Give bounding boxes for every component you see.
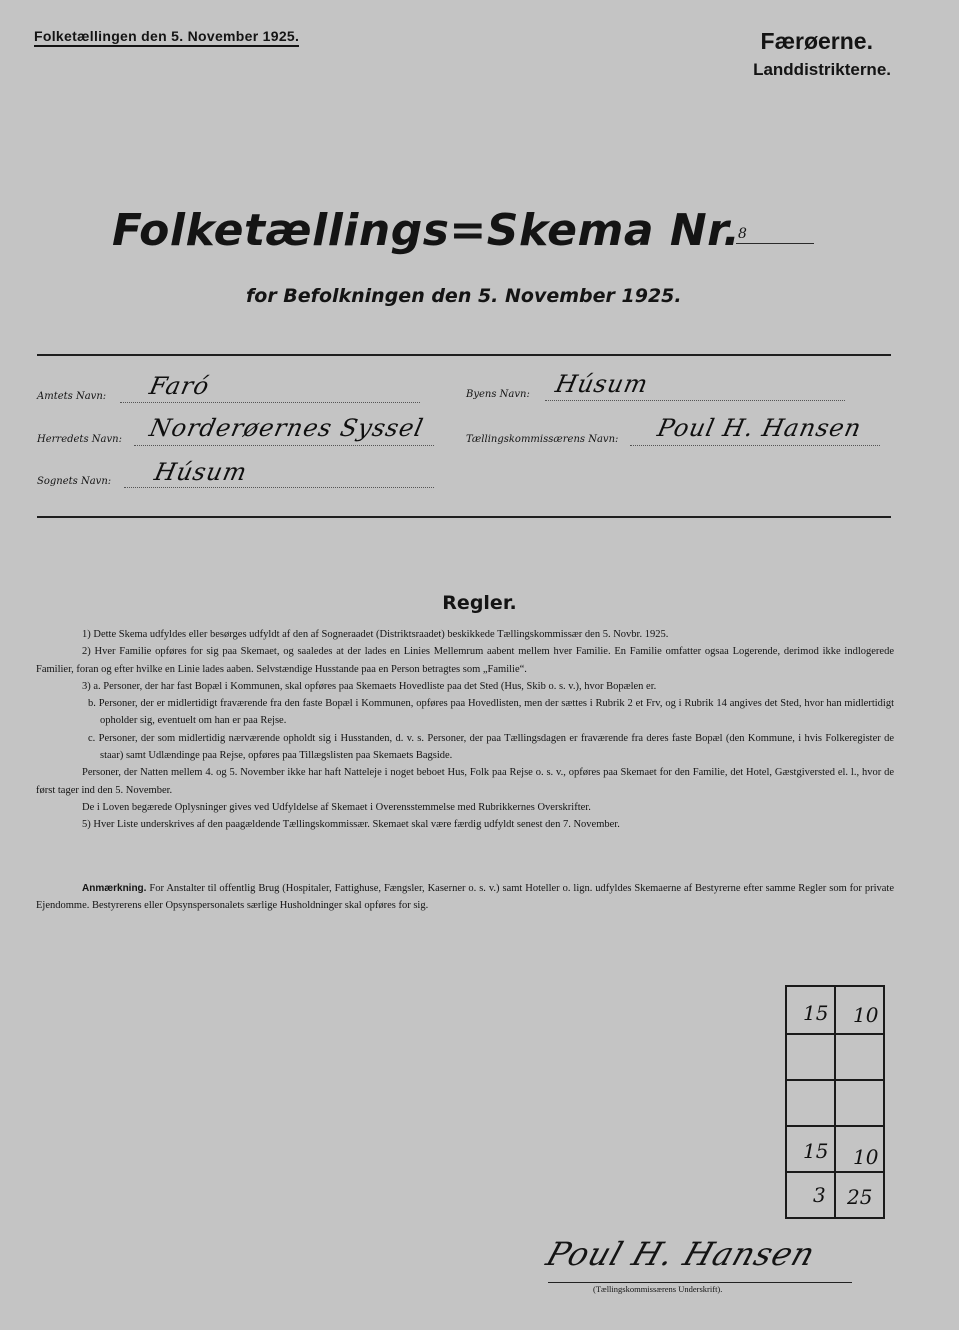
tally-cell: 10 — [853, 1145, 879, 1169]
tally-cell: 25 — [847, 1185, 873, 1209]
field-label-by: Byens Navn: — [466, 389, 530, 400]
rule-5: 5) Hver Liste underskrives af den paagældende Tællingskommissær. Skemaet skal være færdig udfyldt senest den 7. November. — [82, 819, 620, 831]
tally-column-divider — [834, 987, 836, 1217]
tally-cell: 15 — [803, 1139, 829, 1163]
rule-1: 1) Dette Skema udfyldes eller besørges udfyldt af den af Sogneraadet (Distriktsraadet) beskikkede Tællingskommissær den 5. Novbr. 1925. — [82, 629, 669, 640]
rule-3c: c. Personer, der som midlertidig nærværende opholdt sig i Husstanden, d. v. s. Personer, der paa Tællingsdagen er fraværende fra deres faste Bopæl (den Kommune, i hvis Folkeregister de staar) samt Udlændinge paa Rejse, opføres paa Tillægslisten paa Skemaets Bagside. — [88, 732, 894, 762]
signature-line — [548, 1282, 852, 1283]
field-line-herred — [134, 445, 434, 446]
field-line-by — [545, 400, 845, 401]
signature-caption: (Tællingskommissærens Underskrift). — [593, 1284, 723, 1294]
tally-box — [785, 985, 885, 1219]
field-value-sogn: Húsum — [152, 458, 250, 486]
rule-3b: b. Personer, der er midlertidigt fraværende fra den faste Bopæl i Kommunen, opføres paa Hovedlisten, men der sættes i Rubrik 2 et Frv, og i Rubrik 14 angives det Sted, hvor han midlertidigt opholder sig, eventuelt om han er paa Rejse. — [88, 698, 894, 727]
field-line-amt — [120, 402, 420, 403]
form-title: Folketællings=Skema Nr. — [112, 205, 741, 256]
top-divider — [37, 354, 891, 356]
header-district-type: Landdistrikterne. — [753, 60, 891, 79]
bottom-divider — [37, 516, 891, 518]
field-line-sogn — [124, 487, 434, 488]
tally-row-divider — [787, 1171, 883, 1173]
rule-2: 2) Hver Familie opføres for sig paa Skemaet, og saaledes at der lades en Linies Mellemrum aabent mellem hver Familie. En Familie omfatter ogsaa Logerende, derimod ikke indlogerede Familier, foran og efter hvilke en Linie lades aaben. Selvstændige Husstande paa en Person betragtes som „Familie“. — [36, 646, 894, 675]
tally-cell: 10 — [853, 1003, 879, 1027]
tally-cell: 15 — [803, 1001, 829, 1025]
field-label-sogn: Sognets Navn: — [37, 476, 112, 487]
form-number-line — [736, 243, 814, 244]
tally-row-divider — [787, 1033, 883, 1035]
field-value-by: Húsum — [553, 370, 651, 398]
tally-row-divider — [787, 1079, 883, 1081]
form-number-handwritten: 8 — [738, 226, 747, 242]
field-value-herred: Norderøernes Syssel — [147, 414, 427, 442]
field-label-herred: Herredets Navn: — [37, 434, 122, 445]
rule-3a: 3) a. Personer, der har fast Bopæl i Kommunen, skal opføres paa Skemaets Hovedliste paa det Sted (Hus, Skib o. s. v.), hvor Bopælen er. — [82, 680, 657, 692]
header-region: Færøerne. — [760, 28, 873, 54]
rule-4: Personer, der Natten mellem 4. og 5. November ikke har haft Natteleje i noget beboet Hus, Folk paa Rejse o. s. v., opføres paa Skemaet for den Familie, det Hotel, Gæstgiversted el. l., hvor de først tager ind den 5. November. — [36, 767, 894, 796]
form-subtitle: for Befolkningen den 5. November 1925. — [246, 285, 682, 307]
note-paragraph — [36, 880, 894, 915]
note-text: For Anstalter til offentlig Brug (Hospitaler, Fattighuse, Fængsler, Kaserner o. s. v.) samt Hoteller o. lign. udfyldes Skemaerne af Bestyrerne efter samme Regler som for private Ejendomme. Bestyrerens eller Opsynspersonalets særlige Husholdninger skal opføres for sig. — [36, 883, 894, 912]
rules-heading: Regler. — [442, 592, 517, 614]
field-line-kommissaer — [630, 445, 880, 446]
note-label: Anmærkning. — [82, 883, 147, 894]
header-census-date: Folketællingen den 5. November 1925. — [34, 28, 299, 47]
signature-handwritten: Poul H. Hansen — [541, 1235, 821, 1273]
field-label-kommissaer: Tællingskommissærens Navn: — [466, 434, 619, 445]
tally-row-divider — [787, 1125, 883, 1127]
field-value-amt: Faró — [147, 372, 213, 400]
field-label-amt: Amtets Navn: — [37, 391, 107, 402]
rules-list — [36, 626, 894, 834]
tally-cell: 3 — [813, 1183, 826, 1207]
field-value-kommissaer: Poul H. Hansen — [655, 414, 865, 442]
rule-4b: De i Loven begærede Oplysninger gives ved Udfyldelse af Skemaet i Overensstemmelse med Rubrikkernes Overskrifter. — [82, 801, 591, 813]
